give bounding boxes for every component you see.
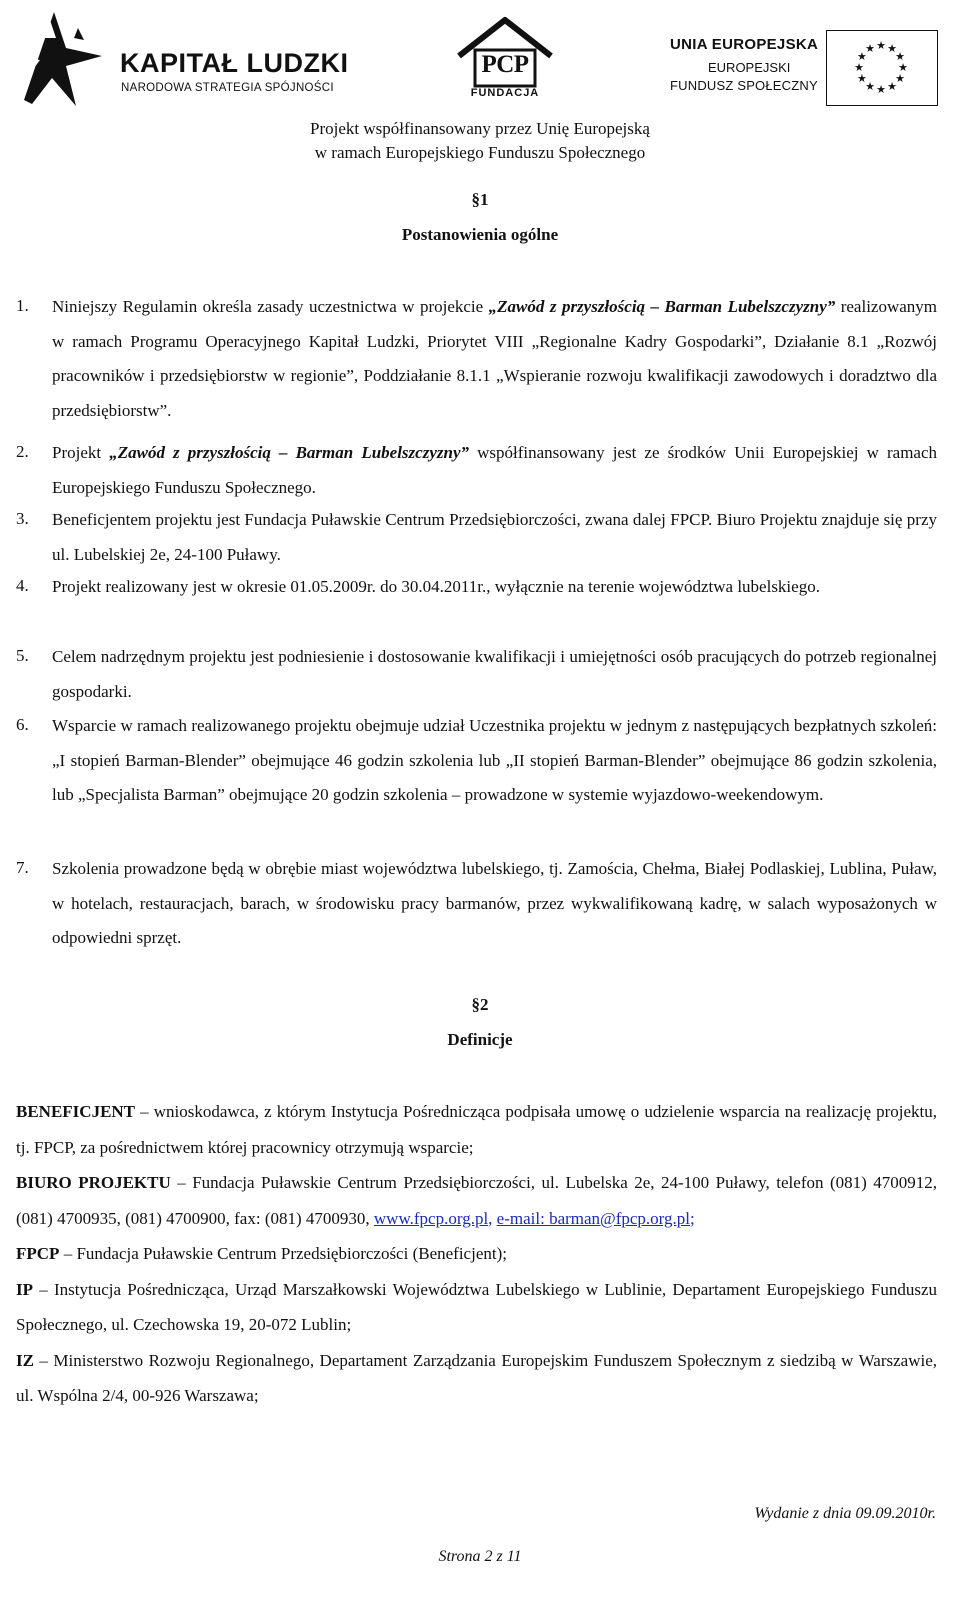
list-item-text: Projekt realizowany jest w okresie 01.05.2009r. do 30.04.2011r., wyłącznie na terenie województwa lubelskiego. — [52, 577, 820, 596]
list-item-text: Niniejszy Regulamin określa zasady uczestnictwa w projekcie „Zawód z przyszłością – Barman Lubelszczyzny” realizowanym w ramach Programu Operacyjnego Kapitał Ludzki, Priorytet VIII „Regionalne Kadry Gospodarki”, Działanie 8.1 „Rozwój pracowników i przedsiębiorstw w regionie”, Poddziałanie 8.1.1 „Wspieranie rozwoju kwalifikacji zawodowych i doradztwo dla przedsiębiorstw”. — [52, 297, 938, 420]
definition-item: BENEFICJENT – wnioskodawca, z którym Instytucja Pośrednicząca podpisała umowę o udzielenie wsparcia na realizację projektu, tj. FPCP, za pośrednictwem której pracownicy otrzymują wsparcie; — [16, 1102, 937, 1157]
eu-star-icon: ★ — [898, 62, 908, 74]
list-item-number: 1. — [16, 296, 29, 315]
logo-bar — [0, 0, 960, 120]
website-link[interactable]: www.fpcp.org.pl, — [373, 1208, 493, 1228]
kapital-ludzki-subtitle: NARODOWA STRATEGIA SPÓJNOŚCI — [121, 82, 334, 94]
eu-star-icon: ★ — [865, 42, 875, 55]
eu-flag-icon — [826, 30, 938, 106]
definition-item: FPCP – Fundacja Puławskie Centrum Przedsiębiorczości (Beneficjent); — [16, 1244, 507, 1263]
eu-stars-icon — [827, 31, 936, 104]
eu-line-2: EUROPEJSKI — [708, 60, 791, 75]
list-item-text: Projekt „Zawód z przyszłością – Barman Lubelszczyzny” współfinansowany jest ze środków Unii Europejskiej w ramach Europejskiego Funduszu Społecznego. — [52, 443, 938, 497]
eu-line-1: UNIA EUROPEJSKA — [670, 36, 819, 53]
edition-date: Wydanie z dnia 09.09.2010r. — [754, 1505, 936, 1522]
eu-star-icon: ★ — [854, 62, 864, 74]
list-item-text: Wsparcie w ramach realizowanego projektu obejmuje udział Uczestnika projektu w jednym z następujących bezpłatnych szkoleń: „I stopień Barman-Blender” obejmujące 46 godzin szkolenia lub „II stopień Barman-Blender” obejmujące 86 godzin szkolenia, lub „Specjalista Barman” obejmujące 20 godzin szkolenia – prowadzone w systemie wyjazdowo-weekendowym. — [52, 716, 937, 805]
definition-term: IZ — [16, 1350, 34, 1370]
section-2-title: Definicje — [447, 1030, 513, 1049]
list-item-number: 6. — [16, 715, 29, 734]
definition-term: FPCP — [16, 1244, 60, 1263]
eu-star-icon: ★ — [887, 42, 897, 55]
pcp-abbr: PCP — [481, 51, 529, 78]
eu-star-icon: ★ — [865, 81, 875, 94]
eu-star-icon: ★ — [857, 73, 867, 85]
section-1-number-value: 1 — [480, 190, 489, 209]
eu-star-icon: ★ — [857, 51, 867, 63]
cofinancing-line-1: Projekt współfinansowany przez Unię Europejską — [310, 119, 650, 138]
eu-star-icon: ★ — [895, 51, 905, 63]
kapital-ludzki-logo — [14, 8, 354, 108]
section-1-number: §1 — [471, 190, 489, 209]
pcp-foundation-logo — [455, 14, 555, 104]
definition-item: IP – Instytucja Pośrednicząca, Urząd Marszałkowski Województwa Lubelskiego w Lublinie, Departament Europejskiego Funduszu Społecznego, ul. Czechowska 19, 20-072 Lublin; — [16, 1279, 937, 1334]
eu-line-3: FUNDUSZ SPOŁECZNY — [670, 78, 818, 93]
definition-item: IZ – Ministerstwo Rozwoju Regionalnego, Departament Zarządzania Europejskim Funduszem Społecznym z siedzibą w Warszawie, ul. Wspólna 2/4, 00-926 Warszawa; — [16, 1350, 937, 1405]
list-item-number: 7. — [16, 858, 29, 877]
list-item-number: 4. — [16, 576, 29, 595]
section-1-title: Postanowienia ogólne — [401, 225, 559, 244]
list-item-number: 3. — [16, 509, 29, 528]
list-item-number: 5. — [16, 646, 29, 665]
kapital-ludzki-emblem-icon — [14, 8, 114, 108]
definition-term: IP — [16, 1279, 33, 1299]
pcp-subtitle: FUNDACJA — [470, 87, 540, 99]
email-link[interactable]: e-mail: barman@fpcp.org.pl; — [496, 1208, 695, 1228]
list-item-text: Beneficjentem projektu jest Fundacja Puławskie Centrum Przedsiębiorczości, zwana dalej FPCP. Biuro Projektu znajduje się przy ul. Lubelskiej 2e, 24-100 Puławy. — [52, 510, 937, 564]
page-number: Strona 2 z 11 — [438, 1548, 522, 1565]
cofinancing-line-2: w ramach Europejskiego Funduszu Społecznego — [314, 143, 646, 162]
section-2-number: §2 — [471, 995, 489, 1014]
definition-item: BIURO PROJEKTU – Fundacja Puławskie Centrum Przedsiębiorczości, ul. Lubelska 2e, 24-100 Puławy, telefon (081) 4700912, (081) 4700935, (081) 4700900, fax: (081) 4700930, www.fpcp.org.pl, e-mail: barman@fpcp.org.pl; — [16, 1173, 937, 1228]
definition-term: BIURO PROJEKTU — [16, 1173, 171, 1192]
eu-star-icon: ★ — [876, 84, 886, 96]
eu-star-icon: ★ — [887, 81, 897, 94]
section-2-number-value: 2 — [480, 995, 489, 1014]
list-item-text: Szkolenia prowadzone będą w obrębie miast województwa lubelskiego, tj. Zamościa, Chełma, Białej Podlaskiej, Lublina, Puław, w hotelach, restauracjach, barach, w środowisku pracy barmanów, przez wykwalifikowaną kadrę, w salach wyposażonych w odpowiedni sprzęt. — [52, 859, 937, 948]
definition-term: BENEFICJENT — [16, 1102, 136, 1121]
list-item-text: Celem nadrzędnym projektu jest podniesienie i dostosowanie kwalifikacji i umiejętności osób pracujących do potrzeb regionalnej gospodarki. — [52, 647, 937, 701]
kapital-ludzki-title: KAPITAŁ LUDZKI — [120, 48, 349, 78]
eu-star-icon: ★ — [895, 73, 905, 85]
definitions-list — [16, 1094, 937, 1414]
list-item-number: 2. — [16, 442, 29, 461]
eu-star-icon: ★ — [876, 40, 886, 52]
eu-fund-logo — [668, 30, 948, 110]
